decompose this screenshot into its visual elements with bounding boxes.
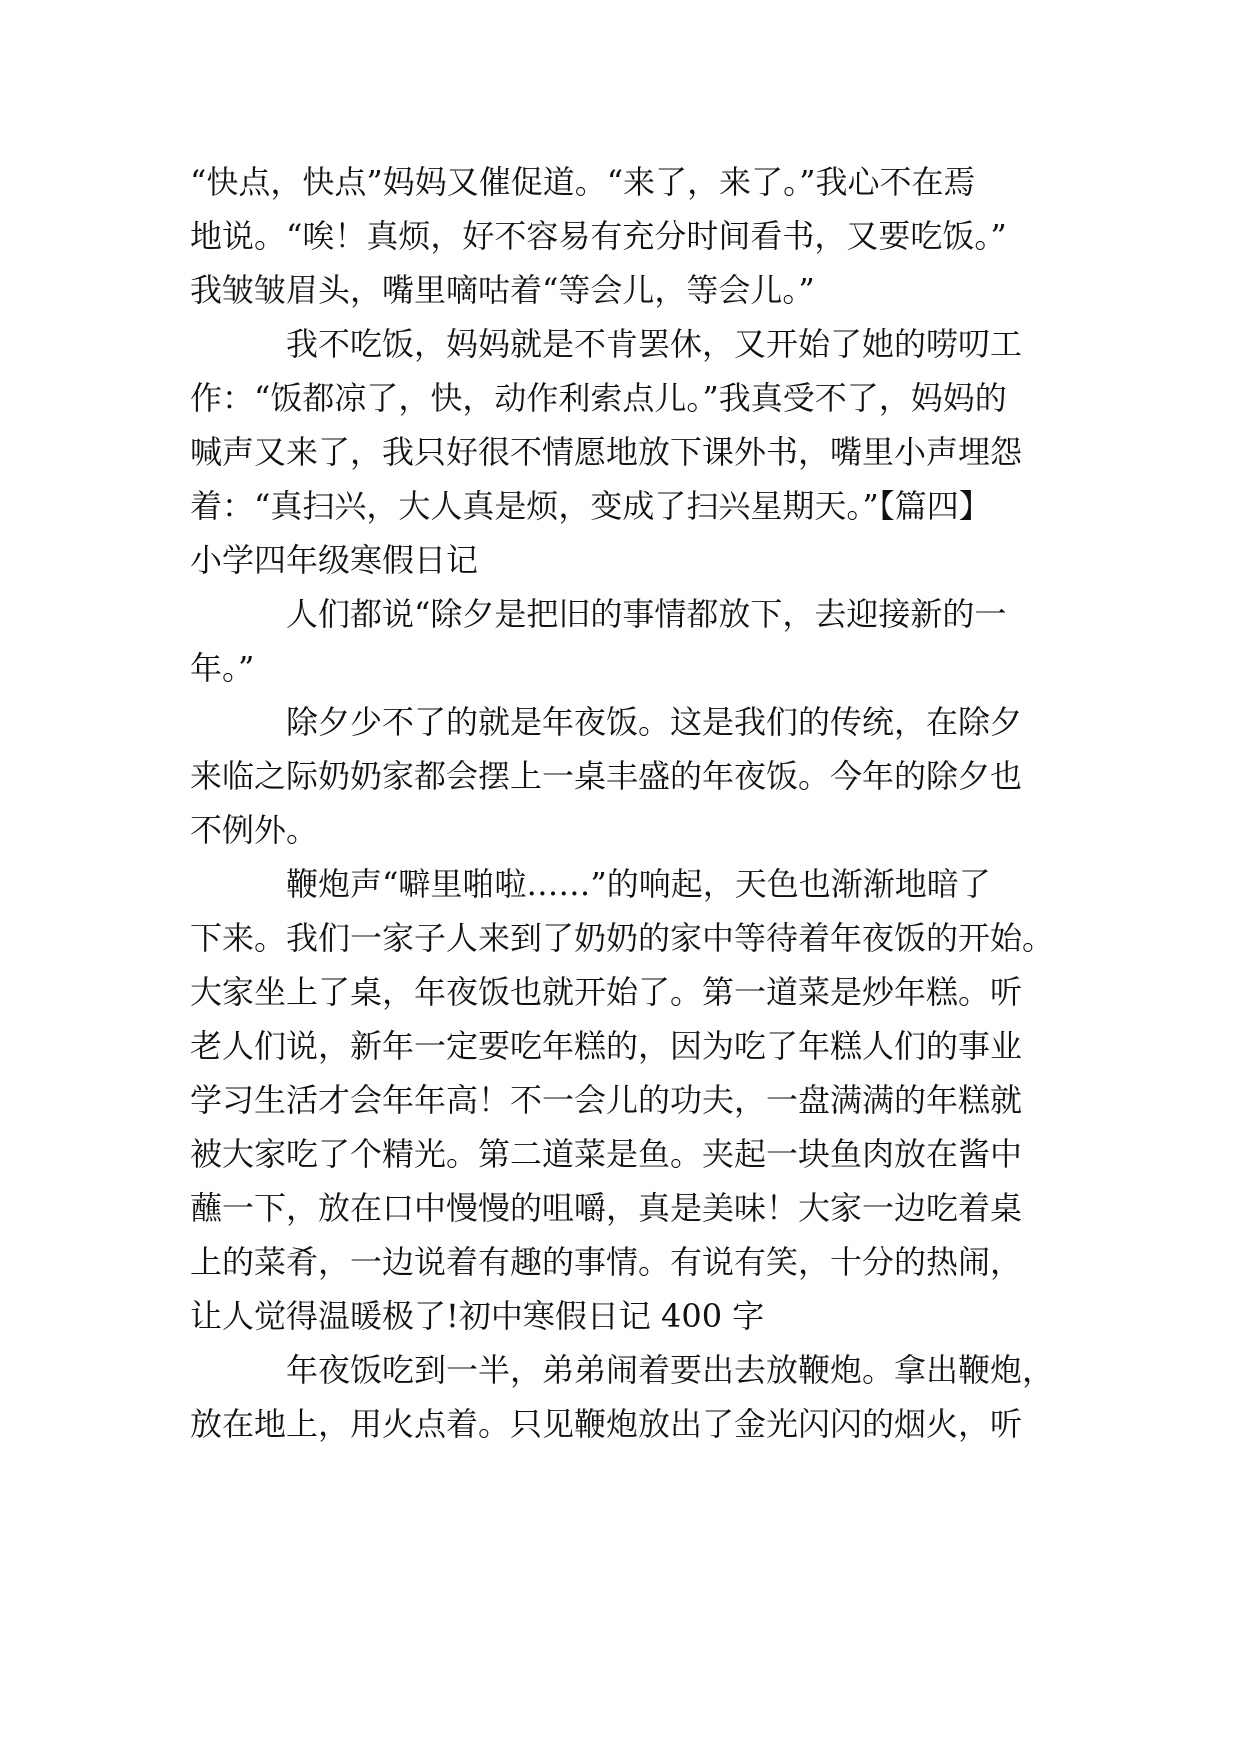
text-line: 学习生活才会年年高！不一会儿的功夫，一盘满满的年糕就 [190, 1081, 1023, 1119]
text-line: 鞭炮声“噼里啪啦……”的响起，天色也渐渐地暗了 [286, 865, 991, 903]
text-line: 不例外。 [190, 811, 319, 849]
text-line: 被大家吃了个精光。第二道菜是鱼。夹起一块鱼肉放在酱中 [190, 1135, 1023, 1173]
text-line: 人们都说“除夕是把旧的事情都放下，去迎接新的一 [286, 595, 1007, 633]
text-line: 老人们说，新年一定要吃年糕的，因为吃了年糕人们的事业 [190, 1027, 1023, 1065]
text-line: 我不吃饭，妈妈就是不肯罢休，又开始了她的唠叨工 [286, 325, 1023, 363]
text-line: 大家坐上了桌，年夜饭也就开始了。第一道菜是炒年糕。听 [190, 973, 1023, 1011]
text-line: “快点，快点”妈妈又催促道。“来了，来了。”我心不在焉 [190, 163, 976, 201]
text-line: 上的菜肴，一边说着有趣的事情。有说有笑，十分的热闹， [190, 1243, 1023, 1281]
text-line: 我皱皱眉头，嘴里嘀咕着“等会儿，等会儿。” [190, 271, 815, 309]
text-line: 除夕少不了的就是年夜饭。这是我们的传统，在除夕 [286, 703, 1023, 741]
text-line: 蘸一下，放在口中慢慢的咀嚼，真是美味！大家一边吃着桌 [190, 1189, 1023, 1227]
text-line: 下来。我们一家子人来到了奶奶的家中等待着年夜饭的开始。 [190, 919, 1055, 957]
text-line: 作：“饭都凉了，快，动作利索点儿。”我真受不了，妈妈的 [190, 379, 1007, 417]
text-line: 放在地上，用火点着。只见鞭炮放出了金光闪闪的烟火，听 [190, 1405, 1023, 1443]
text-line: 年。” [190, 649, 255, 687]
text-line: 来临之际奶奶家都会摆上一桌丰盛的年夜饭。今年的除夕也 [190, 757, 1023, 795]
document-body [190, 155, 1055, 1451]
text-line: 喊声又来了，我只好很不情愿地放下课外书，嘴里小声埋怨 [190, 433, 1023, 471]
text-line: 小学四年级寒假日记 [190, 541, 479, 579]
text-line: 让人觉得温暖极了!初中寒假日记 400 字 [190, 1297, 765, 1335]
text-line: 地说。“唉！真烦，好不容易有充分时间看书，又要吃饭。” [190, 217, 1007, 255]
text-line: 着：“真扫兴，大人真是烦，变成了扫兴星期天。”【篇四】 [190, 487, 991, 525]
text-line: 年夜饭吃到一半，弟弟闹着要出去放鞭炮。拿出鞭炮， [286, 1351, 1055, 1389]
